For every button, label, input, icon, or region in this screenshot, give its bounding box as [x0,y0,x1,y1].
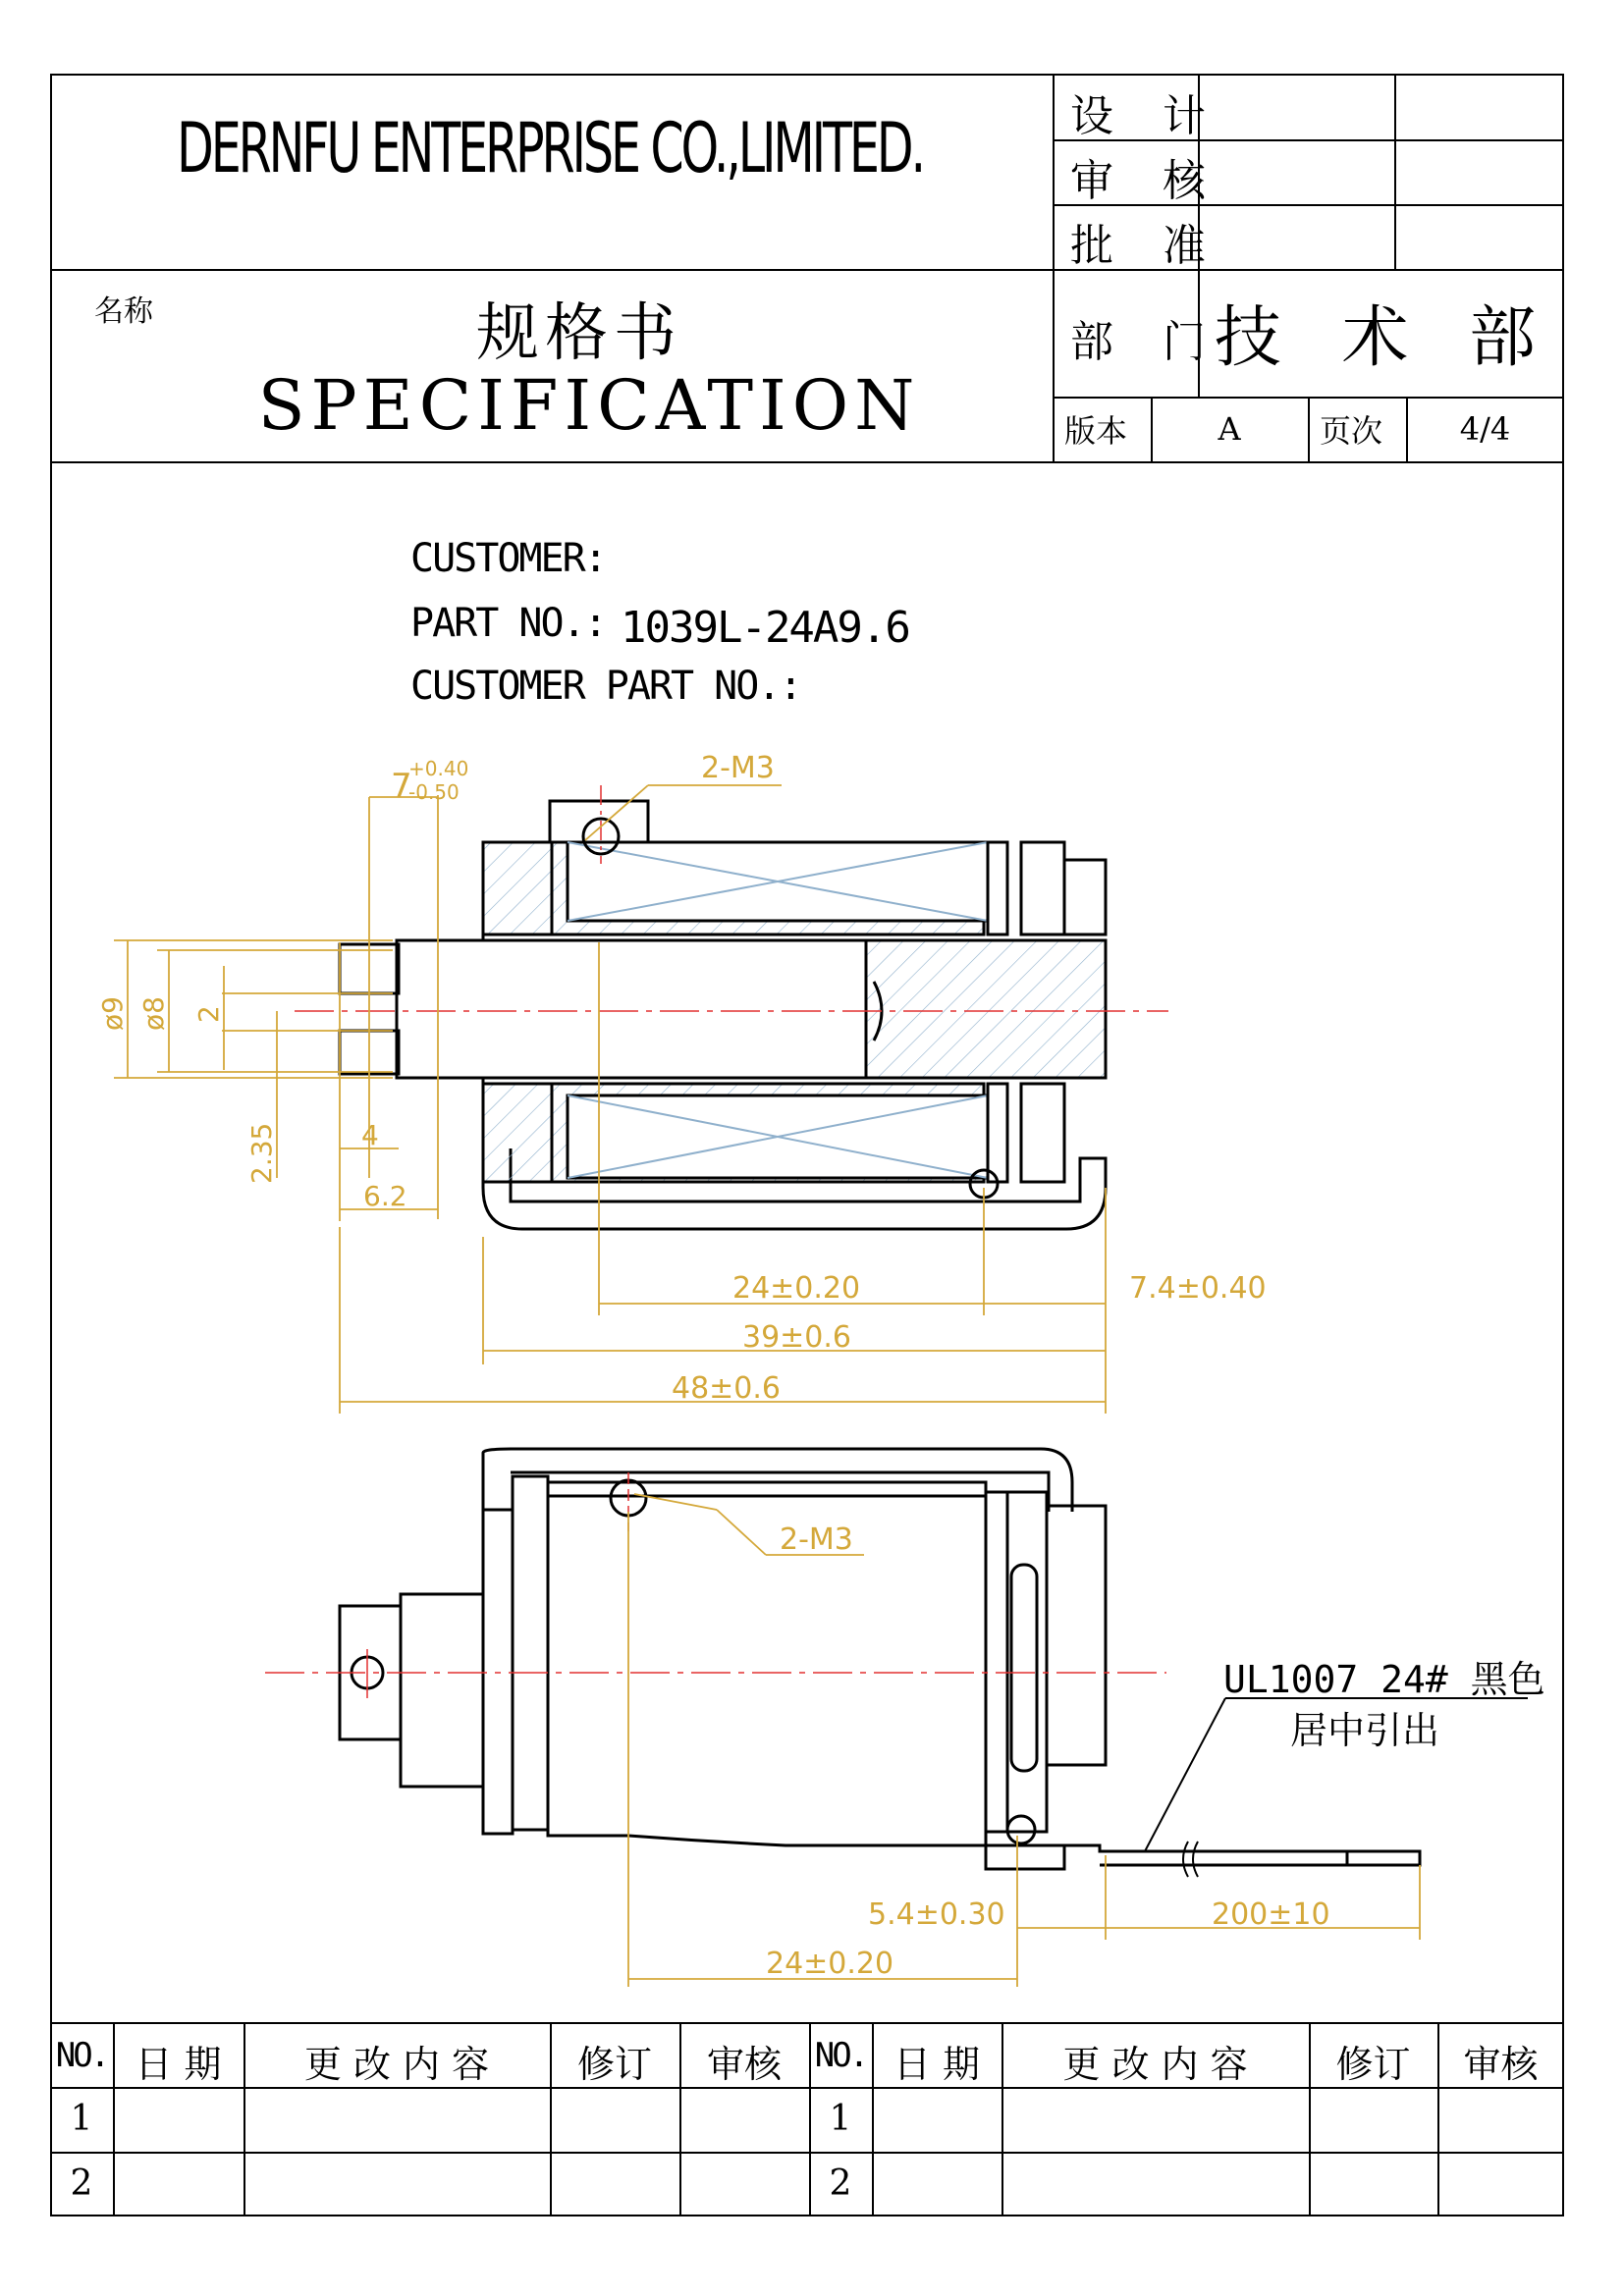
wire-sleeve [986,1845,1347,1865]
wire-label-2: 居中引出 [1290,1709,1440,1752]
wire-label-1: UL1007 24# 黑色 [1223,1658,1545,1701]
wire-bracket [986,1845,1064,1869]
dim-2-text: 2 [192,1005,225,1023]
rev-header-check: 审核 [706,2043,782,2086]
right-washer [986,1492,1007,1832]
wire-break [1183,1842,1188,1877]
name-label: 名称 [94,294,153,329]
page-value: 4/4 [1459,410,1511,448]
thread-top-text: 2-M3 [701,751,775,785]
upper-right-washer [988,842,1007,934]
right-cap [1047,1506,1106,1765]
rev-row-no: 2 [829,2163,852,2204]
spec-title-cn: 规格书 [476,297,682,370]
customer-part-no-label: CUSTOMER PART NO.: [410,664,801,709]
upper-right-tab [1064,860,1106,934]
rev-header-no: NO. [55,2036,108,2075]
part-no-value: 1039L-24A9.6 [621,603,909,653]
rev-header-revise: 修订 [576,2043,652,2086]
thread-bottom-text: 2-M3 [780,1522,853,1557]
department-label: 部 门 [1070,317,1223,367]
dim-7-upper-tol: +0.40 [408,757,469,780]
coil-side [548,1496,986,1845]
rev-header-check-2: 审核 [1463,2043,1539,2086]
version-label: 版本 [1064,412,1128,450]
department-value: 技 术 部 [1214,299,1556,377]
dim-200-text: 200±10 [1212,1897,1330,1932]
wire-exit-hole [1007,1816,1035,1843]
upper-right-plate [1021,842,1064,934]
customer-label: CUSTOMER: [410,536,606,581]
version-value: A [1218,410,1241,448]
rev-header-date-2: 日 期 [893,2043,981,2086]
dim-24-bottom-text: 24±0.20 [766,1947,894,1981]
dia-8-text: ø8 [137,996,170,1031]
wire-end [1347,1851,1420,1865]
section-view [340,801,1106,1229]
dim-24-top-text: 24±0.20 [732,1271,861,1306]
dim-54-text: 5.4±0.30 [868,1897,1005,1932]
dim-7-lower-tol: -0.50 [408,780,460,804]
rev-row-no: 2 [70,2163,93,2204]
dim-39-text: 39±0.6 [742,1320,852,1355]
stop-core [866,940,1106,1078]
spec-title-en: SPECIFICATION [257,365,921,446]
upper-left-flange [483,842,552,934]
top-nut-block [550,801,648,842]
approve-label: 批 准 [1070,221,1223,271]
wire-break [1193,1842,1198,1877]
design-label: 设 计 [1070,91,1223,141]
right-plate [1007,1492,1047,1832]
dim-62-text: 6.2 [363,1180,407,1212]
lower-right-washer [988,1084,1007,1182]
left-flange [483,1510,513,1834]
rev-line [50,2022,1564,2024]
rev-header-date: 日 期 [135,2043,222,2086]
company-name: DERNFU ENTERPRISE CO.,LIMITED. [176,108,924,188]
dim-48-text: 48±0.6 [672,1371,782,1406]
dim-4-text: 4 [361,1119,379,1151]
lower-left-flange [483,1084,552,1182]
wire-leader [1145,1698,1225,1851]
dia-9-text: ø9 [96,996,129,1031]
plunger-side [401,1594,483,1787]
review-label: 审 核 [1070,156,1223,206]
left-washer [513,1476,548,1830]
spring-slot [1011,1565,1037,1771]
lower-right-plate [1021,1084,1064,1182]
rev-header-content-2: 更 改 内 容 [1062,2043,1248,2086]
part-no-label: PART NO.: [410,601,606,646]
dim-74-text: 7.4±0.40 [1129,1271,1267,1306]
rev-line [50,2152,1564,2154]
rev-header-content: 更 改 内 容 [303,2043,490,2086]
rev-row-no: 1 [70,2099,93,2139]
rev-header-no-2: NO. [814,2036,867,2075]
page-label: 页次 [1320,412,1383,450]
dim-235-text: 2.35 [245,1122,278,1184]
rev-header-revise-2: 修订 [1335,2043,1411,2086]
dim-7-text: 7 [391,767,412,806]
rev-row-no: 1 [829,2099,852,2139]
plunger [397,940,866,1078]
